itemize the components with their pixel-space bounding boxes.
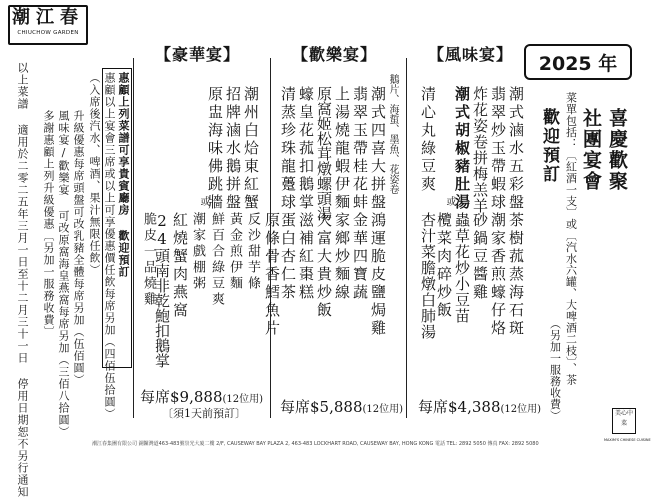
- dish-line: 脆皮一品燒雞: [141, 212, 156, 308]
- headline-line2: 社團宴會: [580, 108, 602, 192]
- promo-upgrade: 升級優惠每席頭盤可改乳豬全體每席另加（伍佰圓）: [72, 110, 85, 386]
- price-unit: (12位用): [500, 404, 542, 415]
- promo-wine-detail: （入席後汽水、啤酒、果汁無限任飲）: [88, 72, 101, 276]
- promo-offer: 惠顧上列菜譜可享貴賓廳房 歡迎預訂: [117, 72, 130, 278]
- welcome-booking: 歡迎預訂: [539, 108, 559, 184]
- price-flavor: [418, 396, 541, 417]
- price-unit: (12位用): [222, 394, 264, 405]
- dish-line: 清蒸珍珠龍躉球: [279, 86, 297, 212]
- advance-booking-note: 〔須1天前預訂〕: [162, 407, 246, 420]
- dish-line: 蠔皇花菰扣鵝掌: [297, 86, 315, 212]
- maxims-logo-name: 美心中菜: [614, 410, 633, 427]
- dish-line: 潮式胡椒豬肚湯: [453, 86, 471, 212]
- menu-title-flavor: 【風味宴】: [428, 45, 514, 64]
- dish-line: 欖菜肉碎炒飯: [435, 212, 453, 320]
- menu-includes: 菜單包括：〔紅酒一支〕或〔汽水六罐、大啤酒二枝〕、茶: [564, 92, 578, 386]
- menu-validity-terms: 以上菜譜 適用於二零二五年三月一日至十二月三十一日 停用日期恕不另行通知: [16, 62, 29, 498]
- divider-line: [133, 58, 134, 418]
- divider-line: [406, 58, 407, 418]
- dish-line: 滋補紅棗糕: [297, 212, 315, 302]
- dish-line: 清心丸綠豆爽: [419, 86, 437, 194]
- menu-title-happy: 【歡樂宴】: [292, 45, 378, 64]
- dish-line: 上湯燒龍蝦伊麵: [333, 86, 351, 212]
- dish-line: 潮州白烚東紅蟹: [242, 86, 260, 212]
- dish-line: 鮮百合綠豆爽: [209, 212, 224, 308]
- dish-line: 原窩姬松茸燉螺頭湯: [315, 86, 333, 221]
- restaurant-logo: [8, 5, 88, 45]
- dish-line: 蟲草花炒小豆苗: [453, 212, 471, 324]
- dish-line: 黃金煎伊麵: [227, 212, 242, 292]
- dish-line: 潮式滷水五彩盤: [507, 86, 525, 212]
- dish-line: 大富大貴炒飯: [315, 212, 333, 320]
- price-deluxe: [140, 386, 263, 407]
- dish-line: 潮家香煎蠔仔烙: [489, 212, 507, 338]
- dish-line: 砂鍋豆醬雞: [471, 212, 489, 302]
- dish-line: 原盅海味佛跳牆: [206, 86, 224, 212]
- headline-line1: 喜慶歡聚: [606, 108, 628, 192]
- menu-title-deluxe: 【豪華宴】: [155, 45, 241, 64]
- price-value: 每席$4,388: [418, 398, 501, 416]
- dish-line: 翡翠炒玉帶蝦球: [489, 86, 507, 212]
- promo-upgrade-detail: 風味宴/歡樂宴 可改原窩海皇燕窩每席另加（三佰八拾圓）: [57, 110, 70, 438]
- dish-line: 翡翠玉帶桂花蚌: [351, 86, 369, 212]
- price-unit: (12位用): [362, 404, 404, 415]
- maxims-logo: [612, 408, 636, 434]
- dish-line: 原條骨香鱈魚片: [263, 212, 281, 338]
- dish-line: 潮家戲棚粥: [190, 212, 205, 292]
- footer-address: 潮江春集團有限公司 銅鑼灣道463-483號崇光大廈二樓 2/F, CAUSEWAY BAY PLAZA 2, 463-483 LOCKHART ROAD, CAUSEWAY BAY, HONG KONG 電話 TEL: 2892 5050 傳真 FAX: 2892 5080: [92, 441, 539, 447]
- year-badge: 2025 年: [524, 44, 632, 80]
- dish-line: 紅燒蟹肉燕窩: [171, 212, 189, 320]
- dish-line: 潮式四喜大拼盤: [369, 86, 387, 212]
- promo-upgrade-thanks: 多謝惠顧上列升級優惠〔另加一服務收費〕: [42, 110, 55, 338]
- price-value: 每席$5,888: [280, 398, 363, 416]
- dish-line: 招牌滷水鵝拼盤: [224, 86, 242, 212]
- price-value: 每席$9,888: [140, 388, 223, 406]
- or-label: 或: [444, 196, 455, 206]
- dish-line: 金華四寶蔬: [351, 212, 369, 302]
- service-charge-note: （另加一服務收費）: [548, 318, 562, 422]
- platter-subtitle: 鵝片、海蜇、墨魚、花姿卷: [387, 74, 398, 194]
- dish-line: 鴻運脆皮鹽焗雞: [369, 212, 387, 338]
- dish-line: 蛋白杏仁茶: [279, 212, 297, 302]
- logo-subtitle: CHIUCHOW GARDEN: [17, 30, 79, 36]
- promo-wine-offer: 惠顧以上宴會三席或以上可享優惠價任飲每席另加（四佰伍拾圓）: [103, 72, 116, 420]
- logo-name: 潮江春: [12, 7, 84, 28]
- or-label: 或: [198, 196, 209, 206]
- dish-line: 杏汁菜膽燉白肺湯: [419, 212, 437, 340]
- maxims-logo-sub: MAXIM'S CHINESE CUISINE: [604, 438, 651, 442]
- dish-line: 家鄉炒麵線: [333, 212, 351, 302]
- dish-line: 24頭南非乾鮑扣鵝掌: [153, 212, 171, 368]
- dish-line: 茶樹菰蒸海石斑: [507, 212, 525, 338]
- price-happy: [280, 396, 403, 417]
- dish-line: 反沙甜芋條: [245, 212, 260, 292]
- dish-line: 炸花姿卷拼梅羔羊: [471, 86, 489, 214]
